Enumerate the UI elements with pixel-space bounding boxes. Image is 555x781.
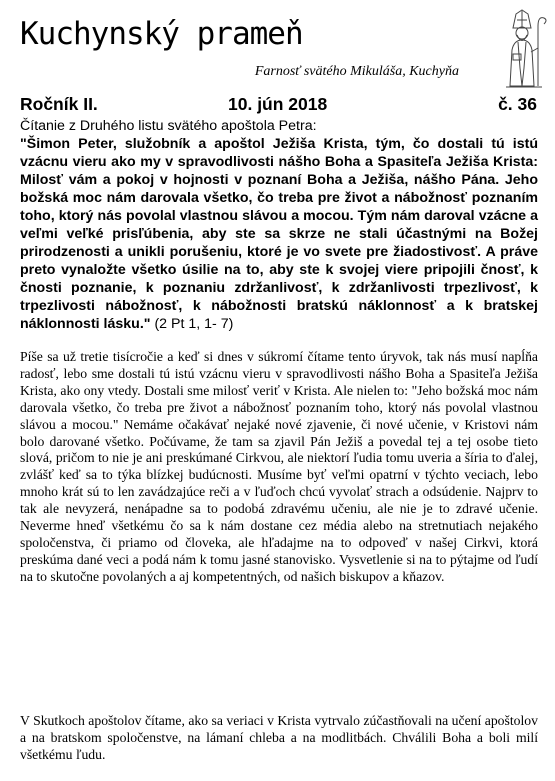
issue-date: 10. jún 2018 [228,94,328,114]
parish-subtitle: Farnosť svätého Mikuláša, Kuchyňa [254,64,459,79]
quote-text: "Šimon Peter, služobník a apoštol Ježiša Krista, tým, čo dostali tú istú vzácnu vieru ako my v spravodlivosti nášho Boha a Spasiteľa Ježiša Krista: Milosť vám a pokoj v hojnosti v poznaní Boha a Ježiša, nášho Pána. Jeho božská moc nám darovala všetko, čo treba pre život a nábožnosť poznaním toho, ktorý nás povolal vlastnou slávou a mocou. Tým nám daroval vzácne a veľmi veľké prisľúbenia, aby ste sa skrze ne stali účastnými na Božej prirodzenosti a unikli porušeniu, ktoré je vo svete pre žiadostivosť. A práve preto vynaložte všetko úsilie na to, aby ste k svojej viere pripojili čnosť, k čnosti poznanie, k poznaniu zdržanlivosť, k zdržanlivosti trpezlivosť, k trpezlivosti nábožnosť, k nábožnosti bratskú náklonnosť a k bratskej náklonnosti lásku." [20,136,538,332]
scripture-quote [20,135,538,333]
issue-line [20,94,537,118]
issue-number: č. 36 [498,94,537,114]
saint-nicholas-bishop-icon [496,8,548,88]
body-paragraph: V Skutkoch apoštolov čítame, ako sa veriaci v Krista vytrvalo zúčastňovali na učení apoštolov a na bratskom spoločenstve, na lámaní chleba a na modlitbách. Chválili Boha a boli milí všetkému ľudu. [20,713,538,762]
volume-label: Ročník II. [20,94,98,114]
reading-intro: Čítanie z Druhého listu svätého apoštola Petra: [20,118,317,134]
body-paragraph: Píše sa už tretie tisícročie a keď si dnes v súkromí čítame tento úryvok, tak nás musí napĺňa radosť, lebo sme dostali tú istú vzácnu vieru v spravodlivosti nášho Boha a Spasiteľa Ježiša Krista, ako ony vtedy. Dostali sme milosť veriť v Krista. Ale nielen to: "Jeho božská moc nám darovala všetko, čo treba pre život a nábožnosť poznaním toho, ktorý nás povolal vlastnou slávou a mocou." Nemáme očakávať nejaké nové zjavenie, či nové učenie, v Kristovi nám bolo darované všetko. Počúvame, že tam sa zjavil Pán Ježiš a povedal tej a tej osobe tieto slová, pričom to nie je ani preskúmané Cirkvou, ale niektorí ľudia tomu uveria a šíria to ďalej, zvlášť keď sa to týka blízkej budúcnosti. Musíme byť veľmi opatrní v týchto veciach, lebo mnoho krát sú to len zavádzajúce reči a v ľuďoch chcú vyvolať strach a odsúdenie. Najprv to tak ale nevyzerá, nenápadne sa to podobá zdravému učeniu, ale nie je to zdravé učenie. Neverme hneď všetkému čo sa k nám dostane cez média alebo na stretnutiach nejakého spoločenstva, či priamo od človeka, ale hľadajme na to odpoveď v našej Cirkvi, ktorá preskúma dané veci a podá nám k tomu jasné stanovisko. Vysvetlenie si na to pýtajme od ľudí na to skutočne povolaných a aj kompetentných, od našich biskupov a kňazov. [20,349,538,584]
quote-reference: (2 Pt 1, 1- 7) [150,316,234,332]
newsletter-title: Kuchynský prameň [20,16,303,52]
